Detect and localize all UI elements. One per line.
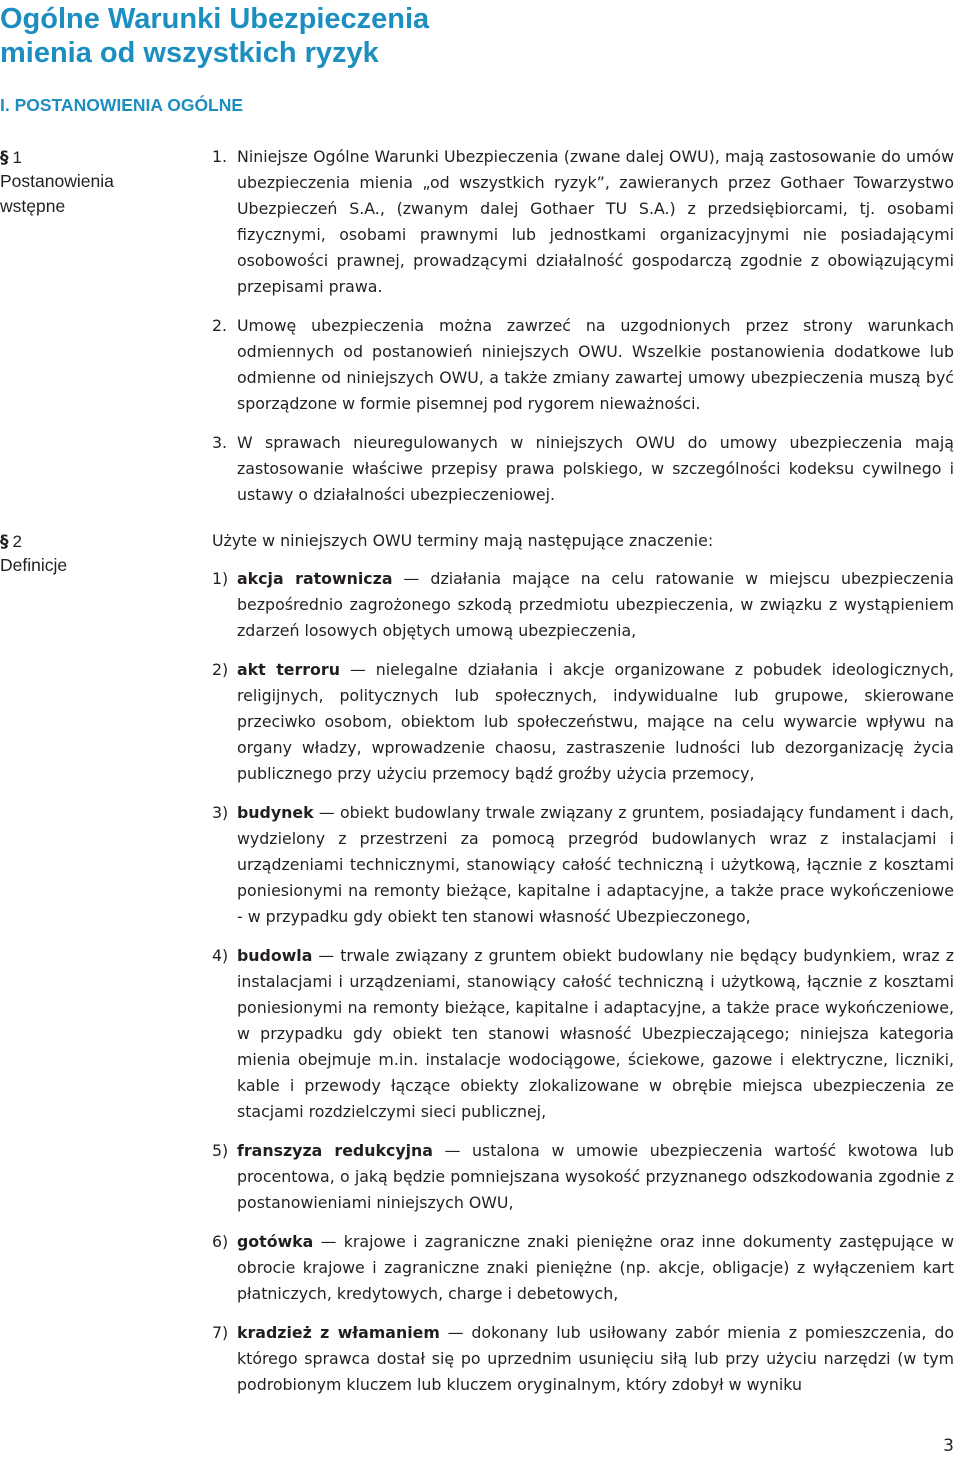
definition-item bbox=[212, 1138, 954, 1216]
paragraph bbox=[212, 430, 954, 508]
paragraph-text: Niniejsze Ogólne Warunki Ubezpieczenia (zwane dalej OWU), mają zastosowanie do umów ubezpieczenia mienia „od wszystkich ryzyk”, zawieranych przez Gothaer Towarzystwo Ubezpieczeń S.A., (zwanym dalej Gothaer TU S.A.) z przedsiębiorcami, tj. osobami fizycznymi, osobami prawnymi lub jednostkami organizacyjnymi nie posiadającymi osobowości prawnej, prowadzącymi działalność gospodarczą zgodnie z obowiązującymi przepisami prawa. bbox=[237, 147, 954, 296]
definition-item bbox=[212, 943, 954, 1125]
definition-number: 6) bbox=[212, 1232, 229, 1251]
definition-text: — obiekt budowlany trwale związany z gruntem, posiadający fundament i dach, wydzielony z przestrzeni za pomocą przegród budowlanych wraz z instalacjami i urządzeniami technicznymi, stanowiący całość techniczną i użytkową, łącznie z kosztami poniesionymi na remonty bieżące, kapitalne i adaptacyjne, a także prace wykończeniowe - w przypadku gdy obiekt ten stanowi własność Ubezpieczonego, bbox=[237, 803, 954, 926]
section-1-name-line-1: Postanowienia bbox=[0, 171, 114, 191]
chapter-heading: I. POSTANOWIENIA OGÓLNE bbox=[0, 95, 244, 115]
section-1-name-line-2: wstępne bbox=[0, 196, 66, 216]
paragraph bbox=[212, 144, 954, 300]
definition-term: gotówka bbox=[237, 1232, 314, 1251]
section-2-name: Definicje bbox=[0, 555, 68, 575]
page-number: 3 bbox=[943, 1436, 954, 1456]
definition-number: 2) bbox=[212, 660, 229, 679]
section-1-number: 1 bbox=[12, 148, 22, 167]
definition-item bbox=[212, 657, 954, 787]
definition-term: franszyza redukcyjna bbox=[237, 1141, 433, 1160]
definition-number: 5) bbox=[212, 1141, 229, 1160]
paragraph-number: 2. bbox=[212, 316, 228, 335]
document-title bbox=[0, 2, 429, 70]
definition-term: akt terroru bbox=[237, 660, 340, 679]
definition-number: 1) bbox=[212, 569, 229, 588]
title-line-1: Ogólne Warunki Ubezpieczenia bbox=[0, 3, 430, 35]
definition-number: 4) bbox=[212, 946, 229, 965]
section-1-body bbox=[212, 144, 954, 521]
paragraph-number: 3. bbox=[212, 433, 228, 452]
section-1-label bbox=[0, 147, 114, 219]
section-sign-icon: § bbox=[0, 532, 9, 552]
section-2-body bbox=[212, 528, 954, 1411]
section-2-label bbox=[0, 531, 67, 578]
paragraph bbox=[212, 313, 954, 417]
definition-term: budynek bbox=[237, 803, 314, 822]
definition-number: 7) bbox=[212, 1323, 229, 1342]
definition-item bbox=[212, 1229, 954, 1307]
definition-number: 3) bbox=[212, 803, 229, 822]
section-2-number: 2 bbox=[12, 532, 22, 551]
definition-item bbox=[212, 1320, 954, 1398]
definitions-intro: Użyte w niniejszych OWU terminy mają następujące znaczenie: bbox=[212, 531, 714, 550]
section-sign-icon: § bbox=[0, 148, 9, 168]
paragraph-text: Umowę ubezpieczenia można zawrzeć na uzgodnionych przez strony warunkach odmiennych od postanowień niniejszych OWU. Wszelkie postanowienia dodatkowe lub odmienne od niniejszych OWU, a także zmiany zawartej umowy ubezpieczenia muszą być sporządzone w formie pisemnej pod rygorem nieważności. bbox=[237, 316, 954, 413]
definition-text: — nielegalne działania i akcje organizowane z pobudek ideologicznych, religijnych, politycznych lub społecznych, indywidualne lub grupowe, skierowane przeciwko osobom, obiektom lub społeczeństwu, mające na celu wywarcie wpływu na organy władzy, wprowadzenie chaosu, zastraszenie ludności lub dezorganizację życia publicznego przy użyciu przemocy bądź groźby użycia przemocy, bbox=[237, 660, 954, 783]
definition-text: — krajowe i zagraniczne znaki pieniężne oraz inne dokumenty zastępujące w obrocie krajowe i zagraniczne znaki pieniężne (np. akcje, obligacje) z wyłączeniem kart płatniczych, kredytowych, charge i debetowych, bbox=[237, 1232, 954, 1303]
definition-text: — dokonany lub usiłowany zabór mienia z pomieszczenia, do którego sprawca dostał się po uprzednim usunięciu siłą lub przy użyciu narzędzi (w tym podrobionym kluczem lub kluczem oryginalnym, który zdobył w wyniku bbox=[237, 1323, 955, 1394]
definition-term: kradzież z włamaniem bbox=[237, 1323, 440, 1342]
title-line-2: mienia od wszystkich ryzyk bbox=[0, 37, 379, 69]
definition-item bbox=[212, 566, 954, 644]
definition-term: budowla bbox=[237, 946, 313, 965]
definition-text: — działania mające na celu ratowanie w miejscu ubezpieczenia bezpośrednio zagrożonego szkodą przedmiotu ubezpieczenia, w związku z wystąpieniem zdarzeń losowych objętych umową ubezpieczenia, bbox=[237, 569, 954, 640]
definition-text: — ustalona w umowie ubezpieczenia wartość kwotowa lub procentowa, o jaką będzie pomniejszana wysokość przyznanego odszkodowania zgodnie z postanowieniami niniejszych OWU, bbox=[237, 1141, 954, 1212]
definition-text: — trwale związany z gruntem obiekt budowlany nie będący budynkiem, wraz z instalacjami i urządzeniami, stanowiący całość techniczną i użytkową, łącznie z kosztami poniesionymi na remonty bieżące, kapitalne i adaptacyjne, a także prace wykończeniowe, w przypadku gdy obiekt ten stanowi własność Ubezpieczającego; niniejsza kategoria mienia obejmuje m.in. instalacje wodociągowe, ściekowe, gazowe i elektryczne, liczniki, kable i przewody łączące obiekty zlokalizowane w obrębie miejsca ubezpieczenia ze stacjami rozdzielczymi sieci publicznej, bbox=[237, 946, 954, 1121]
paragraph-number: 1. bbox=[212, 147, 228, 166]
definition-term: akcja ratownicza bbox=[237, 569, 393, 588]
definition-item bbox=[212, 800, 954, 930]
paragraph-text: W sprawach nieuregulowanych w niniejszych OWU do umowy ubezpieczenia mają zastosowanie właściwe przepisy prawa polskiego, w szczególności kodeksu cywilnego i ustawy o działalności ubezpieczeniowej. bbox=[237, 433, 954, 504]
